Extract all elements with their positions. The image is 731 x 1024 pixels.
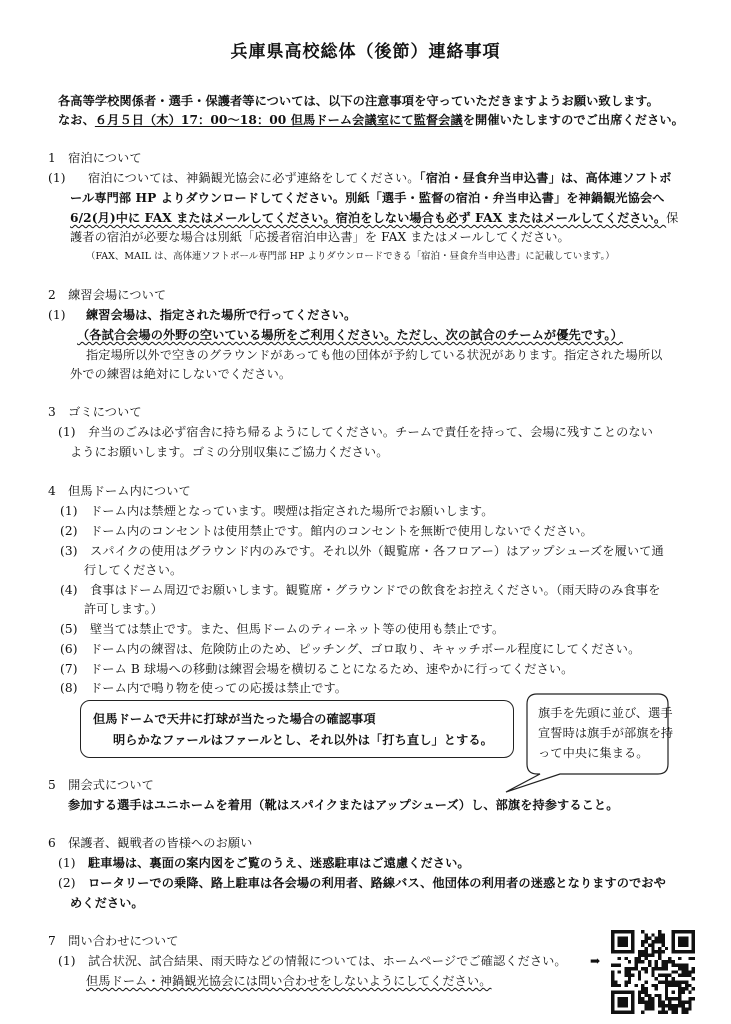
s4-item-6: ドーム内の練習は、危険防止のため、ピッチング、ゴロ取り、キャッチボール程度にしてください。 [90,642,641,656]
s4-item-5: 壁当ては禁止です。また、但馬ドームのティーネット等の使用も禁止です。 [90,622,505,636]
meeting-notice: ６月５日（木）17：00～18：00 但馬ドーム会議室にて監督会議 [94,113,463,127]
s2-line-4: 外での練習は絶対にしないでください。 [70,367,292,381]
s1-line-1-a: 宿泊については、神鍋観光協会に必ず連絡をしてください。 [88,171,420,185]
s6-item-1-num: (1) [58,856,76,870]
intro-line-1: 各高等学校関係者・選手・保護者等については、以下の注意事項を守っていただきますようお願い致します。 [58,94,659,108]
callout-line-3: って中央に集まる。 [538,746,649,760]
arrow-right-icon: ➡ [590,954,601,968]
intro-line-2-c: を開催いたしますのでご出席ください。 [462,113,684,127]
s4-item-1: ドーム内は禁煙となっています。喫煙は指定された場所でお願いします。 [90,504,494,518]
s2-num: (1) [48,308,66,322]
box-line-2: 明らかなファールはファールとし、それ以外は「打ち直し」とする。 [113,733,493,747]
s4-item-8-num: (8) [60,681,78,695]
intro-line-2-a: なお、 [58,113,95,127]
intro-line-2 [58,112,684,128]
section-1-heading: 1 宿泊について [48,151,142,165]
callout-line-2: 宣誓時は旗手が部旗を持 [538,726,674,740]
s2-line-1: 練習会場は、指定された場所で行ってください。 [86,308,357,322]
section-5-heading: 5 開会式について [48,778,154,792]
section-2-heading: 2 練習会場について [48,288,167,302]
s3-line-1: 弁当のごみは必ず宿舎に持ち帰るようにしてください。チームで責任を持って、会場に残すことのない [88,425,653,439]
s4-item-3-num: (3) [60,544,78,558]
s1-line-3-b: 保 [666,211,679,225]
s4-item-7-num: (7) [60,662,78,676]
s1-line-3-a: 6/2(月)中に FAX またはメールしてください。宿泊をしない場合も必ず FAX またはメールしてください。 [70,211,667,225]
s4-item-2-num: (2) [60,524,78,538]
s1-line-2: ール専門部 HP よりダウンロードしてください。別紙「選手・監督の宿泊・弁当申込書」を神鍋観光協会へ [70,191,665,205]
s4-item-3: スパイクの使用はグラウンド内のみです。それ以外（観覧席・各フロアー）はアップシューズを履いて通 [90,544,664,558]
s4-item-7: ドーム B 球場への移動は練習会場を横切ることになるため、速やかに行ってください。 [90,662,574,676]
s4-item-1-num: (1) [60,504,78,518]
s4-item-3-cont: 行してください。 [84,563,183,577]
s3-line-2: ようにお願いします。ゴミの分別収集にご協力ください。 [70,445,389,459]
section-6-heading: 6 保護者、観戦者の皆様へのお願い [48,836,253,850]
s7-line-2: 但馬ドーム・神鍋観光協会には問い合わせをしないようにしてください。 [86,974,492,988]
s6-item-1: 駐車場は、裏面の案内図をご覧のうえ、迷惑駐車はご遠慮ください。 [88,856,470,870]
section-4-heading: 4 但馬ドーム内について [48,484,191,498]
s1-line-4: 護者の宿泊が必要な場合は別紙「応援者宿泊申込書」を FAX またはメールしてください。 [70,230,570,244]
s4-item-4-num: (4) [60,583,78,597]
s5-line-1: 参加する選手はユニホームを着用（靴はスパイクまたはアップシューズ）し、部旗を持参すること。 [68,798,619,812]
s4-item-5-num: (5) [60,622,78,636]
callout-line-1: 旗手を先頭に並び、選手 [538,706,673,720]
s1-line-1 [88,170,671,186]
s4-item-4-cont: 許可します。） [84,602,163,616]
box-line-1: 但馬ドームで天井に打球が当たった場合の確認事項 [93,712,376,726]
s6-item-2: ロータリーでの乗降、路上駐車は各会場の利用者、路線バス、他団体の利用者の迷惑となりますのでおや [88,876,666,890]
s7-num: (1) [58,954,76,968]
s7-line-1: 試合状況、試合結果、雨天時などの情報については、ホームページでご確認ください。 [88,954,567,968]
s1-num: (1) [48,171,66,185]
s2-line-2: （各試合会場の外野の空いている場所をご利用ください。ただし、次の試合のチームが優先です。） [77,328,623,342]
section-3-heading: 3 ゴミについて [48,405,142,419]
s1-note: （FAX、MAIL は、高体連ソフトボール専門部 HP よりダウンロードできる「宿泊・昼食弁当申込書」に記載しています。） [86,251,615,262]
s4-item-8: ドーム内で鳴り物を使っての応援は禁止です。 [90,681,348,695]
page-title: 兵庫県高校総体（後節）連絡事項 [230,42,501,62]
s1-line-1-b: 「宿泊・昼食弁当申込書」は、高体連ソフトボ [419,171,672,185]
s4-item-2: ドーム内のコンセントは使用禁止です。館内のコンセントを無断で使用しないでください。 [90,524,593,538]
s4-item-4: 食事はドーム周辺でお願いします。観覧席・グラウンドでの飲食をお控えください。（雨天時のみ食事を [90,583,661,597]
qr-code-icon[interactable] [611,930,695,1014]
s1-line-3 [70,210,678,226]
s3-num: (1) [58,425,76,439]
s4-item-6-num: (6) [60,642,78,656]
ceiling-hit-rule-box [80,700,514,758]
s6-item-2-num: (2) [58,876,76,890]
s2-line-3: 指定場所以外で空きのグラウンドがあっても他の団体が予約している状況があります。指定された場所以 [86,348,663,362]
s6-item-2-cont: めください。 [70,896,144,910]
section-7-heading: 7 問い合わせについて [48,934,179,948]
